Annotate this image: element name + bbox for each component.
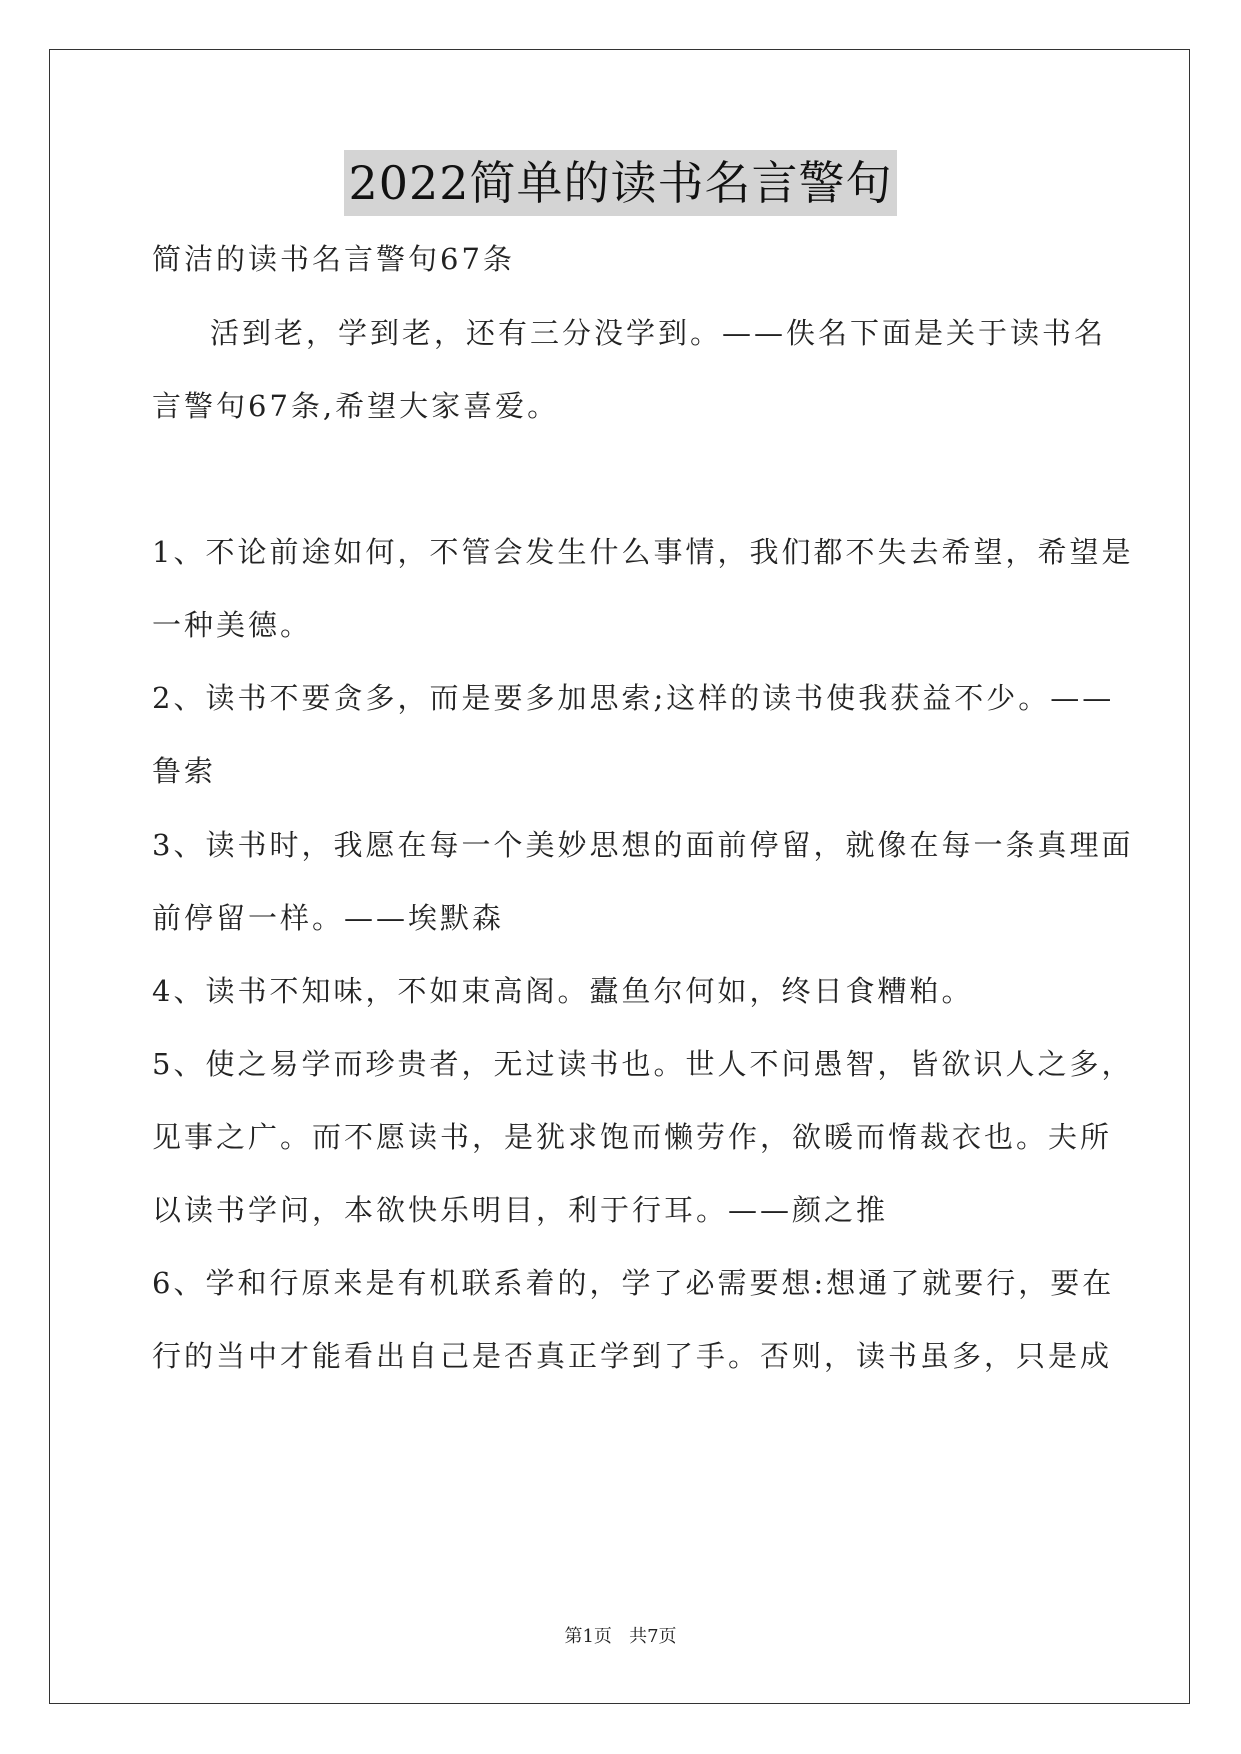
quote-2-line-1: 2、读书不要贪多，而是要多加思索;这样的读书使我获益不少。—— [152,681,1115,715]
subtitle-line: 简洁的读书名言警句67条 [152,242,515,276]
intro-line-1: 活到老，学到老，还有三分没学到。——佚名下面是关于读书名 [210,316,1107,350]
title-container [0,150,1241,216]
document-title: 2022简单的读书名言警句 [344,150,896,216]
intro-line-2: 言警句67条,希望大家喜爱。 [152,389,560,423]
page-border [49,49,1190,1704]
quote-5-line-1: 5、使之易学而珍贵者，无过读书也。世人不问愚智，皆欲识人之多， [152,1047,1134,1081]
quote-2-line-2: 鲁索 [152,754,217,788]
quote-1-line-2: 一种美德。 [152,608,313,642]
quote-6-line-1: 6、学和行原来是有机联系着的，学了必需要想:想通了就要行，要在 [152,1266,1115,1300]
quote-3-line-2: 前停留一样。——埃默森 [152,901,505,935]
quote-4-line-1: 4、读书不知味，不如束高阁。蠹鱼尔何如，终日食糟粕。 [152,974,974,1008]
quote-1-line-1: 1、不论前途如何，不管会发生什么事情，我们都不失去希望，希望是 [152,535,1134,569]
page-footer: 第1页 共7页 [564,1626,677,1647]
quote-5-line-2: 见事之广。而不愿读书，是犹求饱而懒劳作，欲暖而惰裁衣也。夫所 [152,1120,1113,1154]
quote-3-line-1: 3、读书时，我愿在每一个美妙思想的面前停留，就像在每一条真理面 [152,828,1134,862]
quote-5-line-3: 以读书学问，本欲快乐明目，利于行耳。——颜之推 [152,1193,889,1227]
quote-6-line-2: 行的当中才能看出自己是否真正学到了手。否则，读书虽多，只是成 [152,1339,1113,1373]
